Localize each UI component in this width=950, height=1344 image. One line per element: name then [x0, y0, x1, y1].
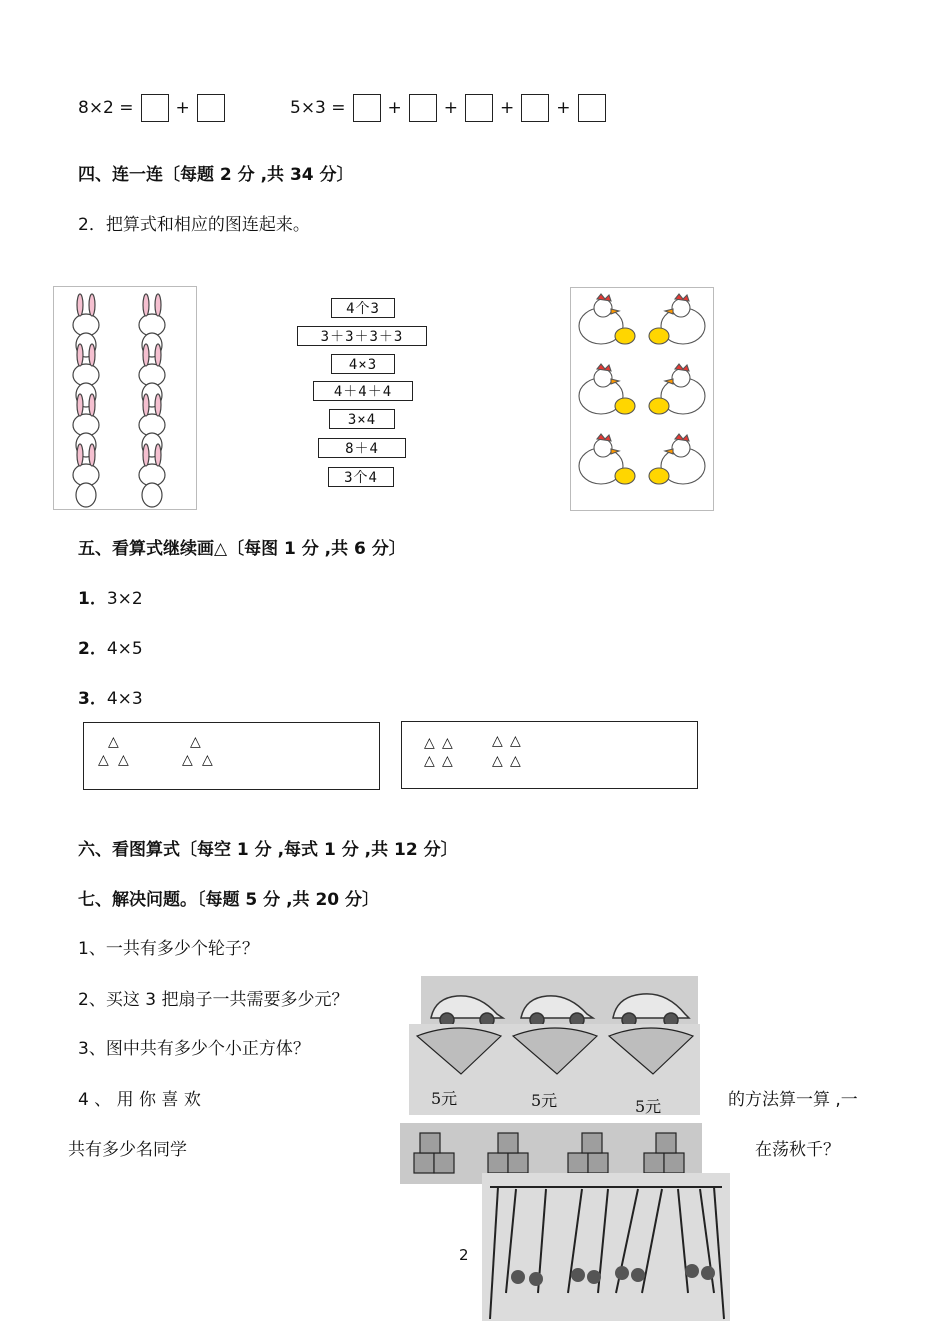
page-number: 2: [459, 1246, 469, 1264]
triangle: △: [510, 753, 521, 769]
section-7-title: 七、解决问题。〔每题 5 分 ,共 20 分〕: [78, 890, 380, 910]
triangle: △: [202, 752, 213, 768]
section-4-title: 四、连一连〔每题 2 分 ,共 34 分〕: [78, 165, 354, 185]
answer-box[interactable]: [578, 94, 606, 122]
rabbits-illustration: [54, 287, 197, 510]
expression-box[interactable]: 4个3: [331, 298, 395, 318]
fan-price: 5元: [531, 1091, 558, 1110]
item-expression: 4×3: [106, 689, 143, 709]
question-4-part-c: 共有多少名同学: [68, 1140, 187, 1160]
triangle: △: [182, 752, 193, 768]
triangle-box-left[interactable]: [83, 722, 380, 790]
cars-illustration: [421, 976, 698, 1028]
item-number: 1．: [78, 589, 107, 609]
triangle: △: [424, 735, 435, 751]
triangle: △: [118, 752, 129, 768]
expression-box[interactable]: 3×4: [329, 409, 395, 429]
plus-sign: +: [556, 98, 571, 118]
equation-lhs: 8×2 =: [78, 98, 134, 118]
triangle: △: [190, 734, 201, 750]
triangle: △: [98, 752, 109, 768]
expression-box[interactable]: 3＋3＋3＋3: [297, 326, 427, 346]
plus-sign: +: [387, 98, 402, 118]
section-5-item-3: [78, 684, 143, 709]
answer-box[interactable]: [465, 94, 493, 122]
item-number: 3．: [78, 689, 107, 709]
answer-box[interactable]: [197, 94, 225, 122]
expression-box[interactable]: 8＋4: [318, 438, 406, 458]
chickens-illustration: [571, 288, 714, 511]
rabbits-picture[interactable]: [53, 286, 197, 510]
section-6-title: 六、看图算式〔每空 1 分 ,每式 1 分 ,共 12 分〕: [78, 840, 458, 860]
triangle: △: [442, 753, 453, 769]
question-4-part-a: 4 、 用 你 喜 欢: [78, 1090, 201, 1110]
fans-illustration: [409, 1024, 700, 1084]
question-4-part-b: 的方法算一算 ,一: [728, 1090, 858, 1110]
question-4-part-d: 在荡秋千？: [755, 1140, 840, 1160]
equation-8x2: [78, 94, 228, 122]
triangle: △: [442, 735, 453, 751]
plus-sign: +: [500, 98, 515, 118]
triangle: △: [492, 753, 503, 769]
answer-box[interactable]: [353, 94, 381, 122]
fan-price: 5元: [635, 1097, 662, 1115]
answer-box[interactable]: [141, 94, 169, 122]
question-2: 2、买这 3 把扇子一共需要多少元？: [78, 990, 349, 1010]
item-expression: 4×5: [106, 639, 143, 659]
cars-photo: [421, 976, 698, 1028]
triangle-box-right[interactable]: [401, 721, 698, 789]
triangle: △: [492, 733, 503, 749]
fans-photo: [409, 1024, 700, 1115]
section-5-item-1: [78, 584, 143, 609]
triangle: △: [424, 753, 435, 769]
triangle: △: [510, 733, 521, 749]
plus-sign: +: [443, 98, 459, 118]
triangle: △: [108, 734, 119, 750]
equation-lhs: 5×3 =: [290, 98, 346, 118]
chickens-picture[interactable]: [570, 287, 714, 511]
swings-illustration: [482, 1173, 730, 1321]
answer-box[interactable]: [521, 94, 549, 122]
item-expression: 3×2: [106, 589, 143, 609]
answer-box[interactable]: [409, 94, 437, 122]
section-5-item-2: [78, 634, 143, 659]
expression-box[interactable]: 4×3: [331, 354, 395, 374]
equation-5x3: [290, 94, 609, 122]
expression-box[interactable]: 3个4: [328, 467, 394, 487]
section-5-title: 五、看算式继续画△〔每图 1 分 ,共 6 分〕: [78, 539, 406, 559]
fan-price: 5元: [431, 1089, 458, 1108]
section-4-question: 2．把算式和相应的图连起来。: [78, 215, 310, 235]
plus-sign: +: [175, 98, 190, 118]
question-3: 3、图中共有多少个小正方体？: [78, 1039, 310, 1059]
item-number: 2．: [78, 639, 107, 659]
question-1: 1、一共有多少个轮子？: [78, 939, 259, 959]
swings-photo: [482, 1173, 730, 1321]
expression-box[interactable]: 4＋4＋4: [313, 381, 413, 401]
